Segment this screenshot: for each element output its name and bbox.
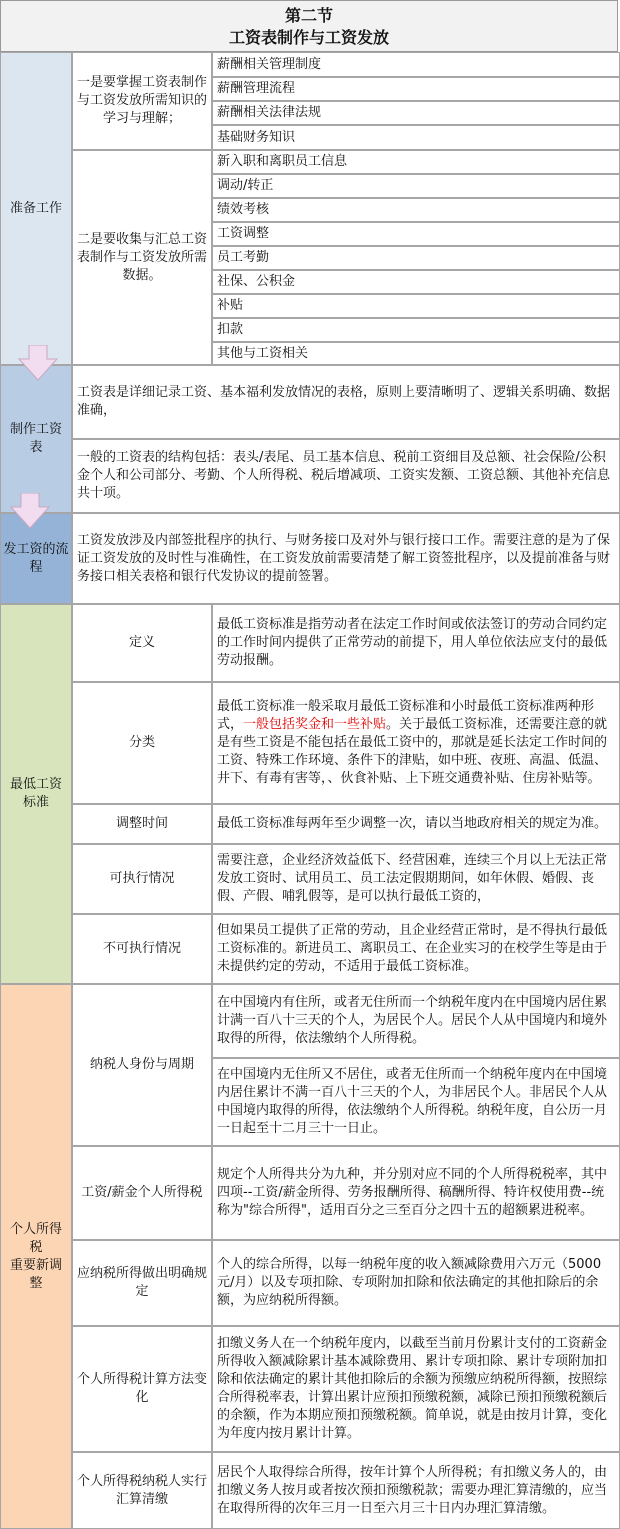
min-wage-label: 最低工资标准 [0, 604, 72, 984]
tax-row-text: 规定个人所得共分为九种，并分别对应不同的个人所得税税率，其中四项--工资/薪金所得、劳务报酬所得、稿酬所得、特许权使用费--统称为"综合所得"，适用百分之三至百分之四十五的超额累进税率。 [212, 1146, 620, 1240]
min-wage-class-highlight: 一般包括奖金和一些补贴 [243, 717, 387, 732]
prep-sub1-label: 一是要掌握工资表制作与工资发放所需知识的学习与理解； [72, 52, 212, 150]
min-wage-row-text: 但如果员工提供了正常的劳动，且企业经营正常时，是不得执行最低工资标准的。新进员工、离职员工、在企业实习的在校学生等是由于未提供约定的劳动，不适用于最低工资标准。 [212, 914, 620, 984]
min-wage-row-label: 调整时间 [72, 804, 212, 844]
prep-sub2-item: 补贴 [212, 294, 620, 318]
tax-row-label: 应纳税所得做出明确规定 [72, 1240, 212, 1326]
min-wage-row-text: 最低工资标准每两年至少调整一次，请以当地政府相关的规定为准。 [212, 804, 620, 844]
tax-label-line1: 个人所得税 [9, 1221, 62, 1255]
tax-row-text: 在中国境内有住所，或者无住所而一个纳税年度内在中国境内居住累计满一百八十三天的个人，为居民个人。居民个人从中国境内和境外取得的所得，依法缴纳个人所得税。 [212, 984, 620, 1058]
min-wage-row-text [212, 682, 620, 804]
down-arrow-icon [18, 345, 58, 381]
prep-sub2-item: 扣款 [212, 318, 620, 342]
flow-text: 工资发放涉及内部签批程序的执行、与财务接口及对外与银行接口工作。需要注意的是为了保证工资发放的及时性与准确性，在工资发放前需要清楚了解工资签批程序，以及提前准备与财务接口相关表格和银行代发协议的提前签署。 [72, 513, 620, 604]
tax-row-text: 扣缴义务人在一个纳税年度内，以截至当前月份累计支付的工资薪金所得收入额减除累计基本减除费用、累计专项扣除、累计专项附加扣除和依法确定的累计其他扣除后的余额为预缴应纳税所得额，按照综合所得税率表，计算出累计应预扣预缴税额，减除已预扣预缴税额后的余额，作为本期应预扣预缴税额。简单说，就是由按月计算，变化为年度内按月累计计算。 [212, 1326, 620, 1452]
min-wage-row-label: 不可执行情况 [72, 914, 212, 984]
tax-row-text: 居民个人取得综合所得，按年计算个人所得税；有扣缴义务人的，由扣缴义务人按月或者按次预扣预缴税款；需要办理汇算清缴的，应当在取得所得的次年三月一日至六月三十日内办理汇算清缴。 [212, 1452, 620, 1529]
min-wage-row-text: 最低工资标准是指劳动者在法定工作时间或依法签订的劳动合同约定的工作时间内提供了正常劳动的前提下，用人单位依法应支付的最低劳动报酬。 [212, 604, 620, 682]
tax-row-label: 纳税人身份与周期 [72, 984, 212, 1146]
min-wage-class-text-a: 最低工资标准一般采取月最低工资标准和小时最低工资标准两种形式， [217, 699, 595, 732]
prep-sub2-item: 新入职和离职员工信息 [212, 150, 620, 174]
prep-sub2-item: 调动/转正 [212, 174, 620, 198]
prep-label: 准备工作 [0, 52, 72, 365]
prep-sub2-item: 其他与工资相关 [212, 342, 620, 365]
min-wage-class-text-b: 。关于最低工资标准，还需要注意的就是有些工资是不能包括在最低工资中的，那就是延长法定工作时间的工资、特殊工作环境、条件下的津贴，如中班、夜班、高温、低温、井下、有毒有害等，、伙食补贴、上下班交通费补贴、住房补贴等。 [217, 717, 608, 786]
min-wage-row-text: 需要注意，企业经济效益低下、经营困难，连续三个月以上无法正常发放工资时、试用员工、员工法定假期期间，如年休假、婚假、丧假、产假、哺乳假等，是可以执行最低工资的， [212, 844, 620, 914]
tax-label-line2: 重要新调整 [9, 1257, 62, 1291]
prep-sub2-item: 员工考勤 [212, 246, 620, 270]
prep-sub2-item: 工资调整 [212, 222, 620, 246]
section-heading: 工资表制作与工资发放 [228, 28, 389, 47]
tax-row-label: 工资/薪金个人所得税 [72, 1146, 212, 1240]
prep-sub2-item: 社保、公积金 [212, 270, 620, 294]
prep-sub1-item: 薪酬相关管理制度 [212, 52, 620, 77]
min-wage-row-label: 定义 [72, 604, 212, 682]
down-arrow-icon [10, 493, 50, 529]
make-paragraph-1: 工资表是详细记录工资、基本福利发放情况的表格，原则上要清晰明了、逻辑关系明确、数据准确， [72, 365, 620, 439]
tax-row-label: 个人所得税纳税人实行汇算清缴 [72, 1452, 212, 1529]
tax-row-label: 个人所得税计算方法变化 [72, 1326, 212, 1452]
prep-sub2-item: 绩效考核 [212, 198, 620, 222]
tax-row-text: 个人的综合所得，以每一纳税年度的收入额减除费用六万元（5000元/月）以及专项扣除、专项附加扣除和依法确定的其他扣除后的余额，为应纳税所得额。 [212, 1240, 620, 1326]
min-wage-row-label: 分类 [72, 682, 212, 804]
tax-row-text: 在中国境内无住所又不居住，或者无住所而一个纳税年度内在中国境内居住累计不满一百八十三天的个人，为非居民个人。非居民个人从中国境内取得的所得，依法缴纳个人所得税。纳税年度，自公历一月一日起至十二月三十一日止。 [212, 1058, 620, 1146]
flow-label: 发工资的流程 [0, 513, 72, 604]
min-wage-row-label: 可执行情况 [72, 844, 212, 914]
section-title [0, 0, 618, 52]
prep-sub2-label: 二是要收集与汇总工资表制作与工资发放所需数据。 [72, 150, 212, 365]
make-label: 制作工资表 [0, 365, 72, 513]
section-number: 第二节 [284, 6, 333, 25]
make-paragraph-2: 一般的工资表的结构包括：表头/表尾、员工基本信息、税前工资细目及总额、社会保险/公积金个人和公司部分、考勤、个人所得税、税后增减项、工资实发额、工资总额、其他补充信息共十项。 [72, 439, 620, 513]
prep-sub1-item: 薪酬管理流程 [212, 77, 620, 101]
prep-sub1-item: 薪酬相关法律法规 [212, 101, 620, 125]
prep-sub1-item: 基础财务知识 [212, 125, 620, 150]
tax-label [0, 984, 72, 1529]
